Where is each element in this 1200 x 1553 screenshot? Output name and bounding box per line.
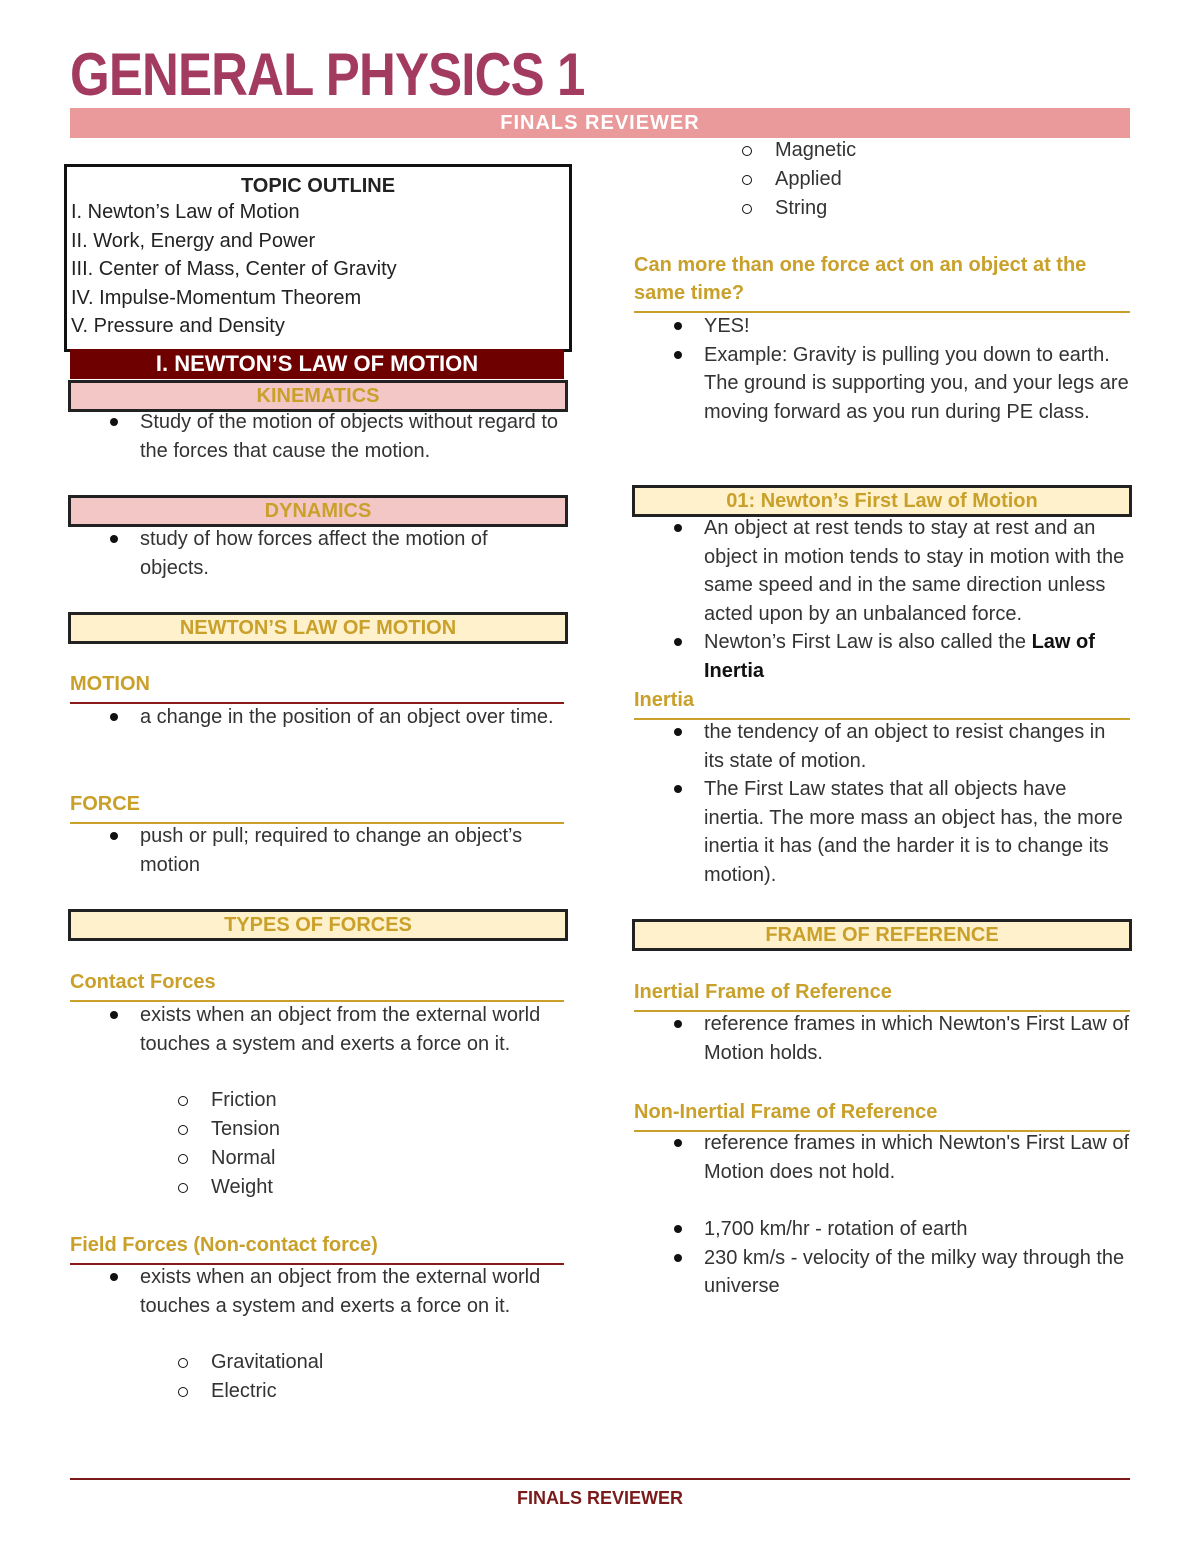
list-item xyxy=(634,628,1130,685)
field-forces-heading: Field Forces (Non-contact force) xyxy=(70,1231,564,1265)
list-item: Study of the motion of objects without regard to the forces that cause the motion. xyxy=(70,408,560,465)
contact-sublist xyxy=(70,1086,560,1202)
list-item: YES! xyxy=(634,312,1130,341)
list-item: reference frames in which Newton's First Law of Motion holds. xyxy=(634,1010,1130,1067)
kinematics-list xyxy=(70,408,560,465)
list-item: Example: Gravity is pulling you down to earth. The ground is supporting you, and your legs are moving forward as you run during PE class. xyxy=(634,341,1130,427)
law-of-inertia-bold: Law of Inertia xyxy=(704,631,1095,682)
list-item: 1,700 km/hr - rotation of earth xyxy=(634,1215,1130,1244)
outline-heading: TOPIC OUTLINE xyxy=(240,175,396,197)
dynamics-box: DYNAMICS xyxy=(68,495,568,527)
section-banner: I. NEWTON’S LAW OF MOTION xyxy=(70,349,564,379)
page-title: GENERAL PHYSICS 1 xyxy=(70,41,585,108)
sub-item: Gravitational xyxy=(70,1348,560,1377)
field-list xyxy=(70,1263,560,1320)
list-item: exists when an object from the external world touches a system and exerts a force on it. xyxy=(70,1001,560,1058)
footer-divider xyxy=(70,1478,1130,1480)
inertia-list xyxy=(634,718,1130,889)
contact-forces-heading: Contact Forces xyxy=(70,968,564,1002)
outline-item: V. Pressure and Density xyxy=(71,315,285,337)
motion-list xyxy=(70,703,560,732)
kinematics-box: KINEMATICS xyxy=(68,380,568,412)
sub-item: Friction xyxy=(70,1086,560,1115)
question-heading: Can more than one force act on an object at the same time? xyxy=(634,251,1130,313)
sub-item: Tension xyxy=(70,1115,560,1144)
motion-heading: MOTION xyxy=(70,670,564,704)
non-inertial-frame-heading: Non-Inertial Frame of Reference xyxy=(634,1098,1130,1132)
list-item: a change in the position of an object over time. xyxy=(70,703,560,732)
dynamics-list xyxy=(70,525,560,582)
types-of-forces-box: TYPES OF FORCES xyxy=(68,909,568,941)
force-heading: FORCE xyxy=(70,790,564,824)
footer-text: FINALS REVIEWER xyxy=(516,1488,683,1508)
facts-list xyxy=(634,1215,1130,1301)
sub-item: Applied xyxy=(634,165,1130,194)
force-list xyxy=(70,822,560,879)
first-law-list xyxy=(634,514,1130,685)
non-inertial-list xyxy=(634,1129,1130,1186)
sub-item: Weight xyxy=(70,1173,560,1202)
list-item: exists when an object from the external world touches a system and exerts a force on it. xyxy=(70,1263,560,1320)
sub-item: String xyxy=(634,194,1130,223)
outline-item: II. Work, Energy and Power xyxy=(71,229,316,252)
list-item: reference frames in which Newton's First Law of Motion does not hold. xyxy=(634,1129,1130,1186)
list-item: 230 km/s - velocity of the milky way through the universe xyxy=(634,1244,1130,1301)
list-item: The First Law states that all objects have inertia. The more mass an object has, the more inertia it has (and the harder it is to change its motion). xyxy=(634,775,1130,889)
sub-item: Magnetic xyxy=(634,136,1130,165)
topic-outline xyxy=(64,164,572,352)
frame-of-reference-box: FRAME OF REFERENCE xyxy=(632,919,1132,951)
outline-item: I. Newton’s Law of Motion xyxy=(71,201,300,223)
field-sublist-continued xyxy=(634,136,1130,223)
first-law-box: 01: Newton’s First Law of Motion xyxy=(632,485,1132,517)
also-called-text: Newton’s First Law is also called the xyxy=(704,631,1032,653)
list-item: study of how forces affect the motion of objects. xyxy=(70,525,560,582)
sub-item: Electric xyxy=(70,1377,560,1406)
outline-item: IV. Impulse-Momentum Theorem xyxy=(71,286,362,309)
list-item: the tendency of an object to resist changes in its state of motion. xyxy=(634,718,1130,775)
field-sublist xyxy=(70,1348,560,1406)
list-item: push or pull; required to change an object’s motion xyxy=(70,822,560,879)
inertial-frame-heading: Inertial Frame of Reference xyxy=(634,978,1130,1012)
inertia-heading: Inertia xyxy=(634,686,1130,720)
subtitle-bar: FINALS REVIEWER xyxy=(70,108,1130,138)
question-list xyxy=(634,312,1130,426)
newtons-law-box: NEWTON’S LAW OF MOTION xyxy=(68,612,568,644)
sub-item: Normal xyxy=(70,1144,560,1173)
inertial-list xyxy=(634,1010,1130,1067)
contact-list xyxy=(70,1001,560,1058)
outline-item: III. Center of Mass, Center of Gravity xyxy=(71,258,397,280)
list-item: An object at rest tends to stay at rest and an object in motion tends to stay in motion with the same speed and in the same direction unless acted upon by an unbalanced force. xyxy=(634,514,1130,628)
